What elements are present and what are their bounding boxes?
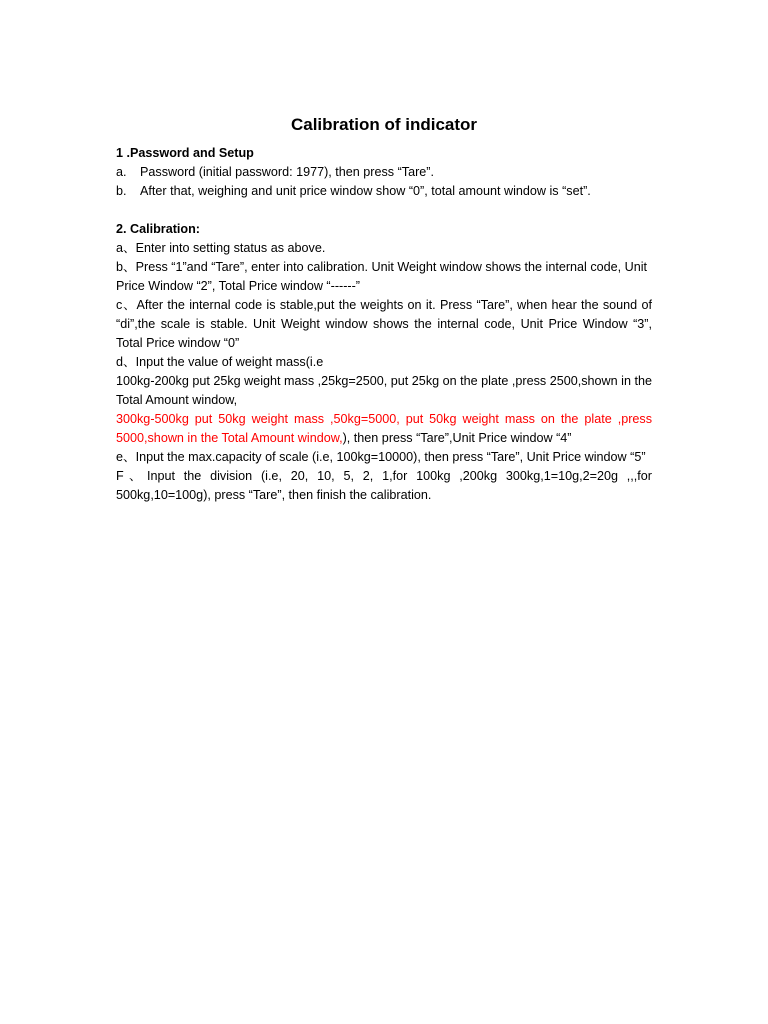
document-body — [116, 144, 652, 505]
list-marker: a. — [116, 165, 127, 179]
calibration-step-f: F、Input the division (i.e, 20, 10, 5, 2, 1,for 100kg ,200kg 300kg,1=10g,2=20g ,,,for 500kg,10=100g), press “Tare”, then finish the calibration. — [116, 469, 652, 502]
calibration-step-d-line-1: 100kg-200kg put 25kg weight mass ,25kg=2500, put 25kg on the plate ,press 2500,shown in the Total Amount window, — [116, 374, 652, 407]
section-1-item-b — [116, 182, 652, 201]
list-item-text: After that, weighing and unit price window show “0”, total amount window is “set”. — [140, 184, 591, 198]
step-d-tail: ), then press “Tare”,Unit Price window “4” — [342, 431, 572, 445]
section-spacer — [116, 201, 652, 220]
calibration-step-a: a、Enter into setting status as above. — [116, 241, 326, 255]
highlighted-instruction: 300kg-500kg put 50kg weight mass ,50kg=5000, put 50kg weight mass on the plate ,press 5000,shown in the Total Amount window, — [116, 412, 652, 445]
calibration-step-c: c、After the internal code is stable,put the weights on it. Press “Tare”, when hear the sound of “di”,the scale is stable. Unit Weight window shows the internal code, Unit Price Window “3”, Total Price window “0” — [116, 298, 652, 350]
calibration-step-d-intro: d、Input the value of weight mass(i.e — [116, 355, 324, 369]
section-1-item-a — [116, 163, 652, 182]
section-1-heading: 1 .Password and Setup — [116, 146, 254, 160]
calibration-step-e: e、Input the max.capacity of scale (i.e, 100kg=10000), then press “Tare”, Unit Price window “5” — [116, 450, 646, 464]
calibration-step-b: b、Press “1”and “Tare”, enter into calibration. Unit Weight window shows the internal code, Unit Price Window “2”, Total Price window “------” — [116, 260, 648, 293]
calibration-step-d-line-2 — [116, 410, 652, 448]
document-title: Calibration of indicator — [290, 115, 478, 134]
list-item-text: Password (initial password: 1977), then press “Tare”. — [140, 165, 434, 179]
list-marker: b. — [116, 184, 127, 198]
section-2-heading: 2. Calibration: — [116, 222, 200, 236]
